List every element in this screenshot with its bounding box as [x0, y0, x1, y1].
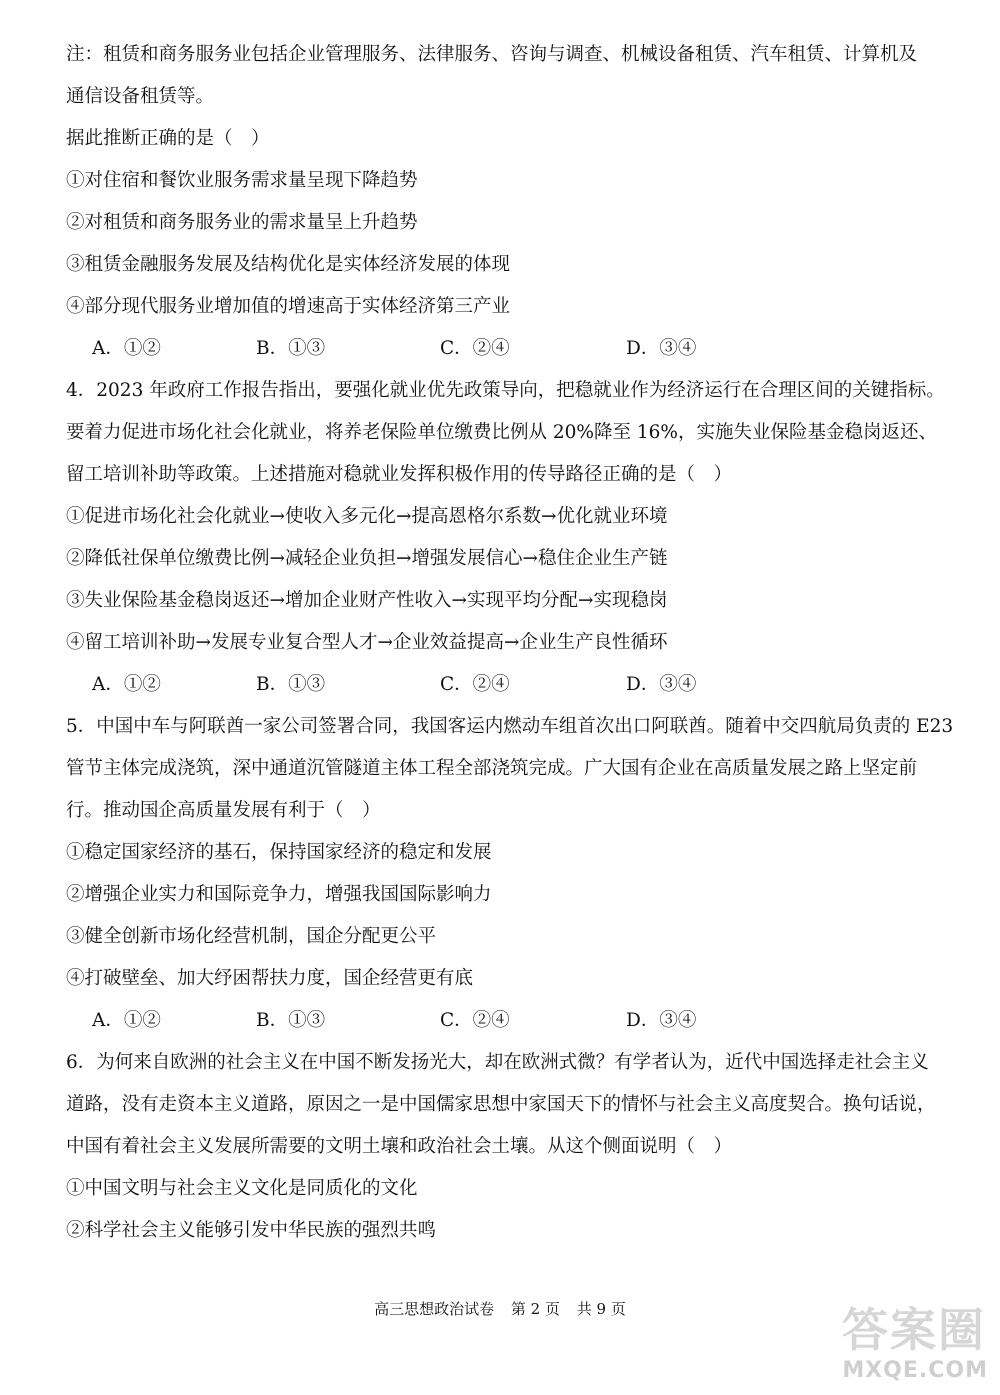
note-line-2: 通信设备租赁等。: [66, 86, 215, 107]
q5-line-3: 行。推动国企高质量发展有利于（ ）: [66, 800, 381, 821]
q4-item-3: ③失业保险基金稳岗返还→增加企业财产性收入→实现平均分配→实现稳岗: [66, 590, 668, 611]
q3-item-1: ①对住宿和餐饮业服务需求量呈现下降趋势: [66, 170, 418, 191]
q5-option-b: B．①③: [256, 1010, 326, 1031]
q5-option-c: C．②④: [440, 1010, 510, 1031]
q5-option-d: D．③④: [626, 1010, 697, 1031]
q3-option-a: A．①②: [92, 338, 161, 359]
q4-line-3: 留工培训补助等政策。上述措施对稳就业发挥积极作用的传导路径正确的是（ ）: [66, 464, 733, 485]
q3-item-4: ④部分现代服务业增加值的增速高于实体经济第三产业: [66, 296, 511, 317]
q5-item-3: ③健全创新市场化经营机制，国企分配更公平: [66, 926, 437, 947]
q3-option-b: B．①③: [256, 338, 326, 359]
q6-line-2: 道路，没有走资本主义道路，原因之一是中国儒家思想中家国天下的情怀与社会主义高度契合。换句话说，: [66, 1094, 936, 1115]
watermark-url: MXQE.COM: [842, 1358, 988, 1383]
q5-item-4: ④打破壁垒、加大纾困帮扶力度，国企经营更有底: [66, 968, 474, 989]
q6-item-2: ②科学社会主义能够引发中华民族的强烈共鸣: [66, 1220, 437, 1241]
watermark-title: 答案圈: [842, 1303, 986, 1357]
q3-item-3: ③租赁金融服务发展及结构优化是实体经济发展的体现: [66, 254, 511, 275]
footer-total-pages: 共 9 页: [576, 1300, 626, 1318]
q4-item-4: ④留工培训补助→发展专业复合型人才→企业效益提高→企业生产良性循环: [66, 632, 668, 653]
q5-line-2: 管节主体完成浇筑，深中通道沉管隧道主体工程全部浇筑完成。广大国有企业在高质量发展之路上坚定前: [66, 758, 918, 779]
watermark-logo: [832, 1290, 992, 1390]
q6-line-3: 中国有着社会主义发展所需要的文明土壤和政治社会土壤。从这个侧面说明（ ）: [66, 1136, 733, 1157]
q3-option-d: D．③④: [626, 338, 697, 359]
q5-option-a: A．①②: [92, 1010, 161, 1031]
q4-option-c: C．②④: [440, 674, 510, 695]
q3-prompt: 据此推断正确的是（ ）: [66, 128, 270, 149]
q4-line-2: 要着力促进市场化社会化就业，将养老保险单位缴费比例从 20%降至 16%，实施失业保险基金稳岗返还、: [66, 422, 938, 443]
q4-option-b: B．①③: [256, 674, 326, 695]
q6-item-1: ①中国文明与社会主义文化是同质化的文化: [66, 1178, 418, 1199]
q5-item-1: ①稳定国家经济的基石，保持国家经济的稳定和发展: [66, 842, 492, 863]
q4-option-a: A．①②: [92, 674, 161, 695]
q6-line-1: 6．为何来自欧洲的社会主义在中国不断发扬光大，却在欧洲式微？有学者认为，近代中国选择走社会主义: [66, 1052, 929, 1073]
q4-item-2: ②降低社保单位缴费比例→减轻企业负担→增强发展信心→稳住企业生产链: [66, 548, 668, 569]
q4-line-1: 4．2023 年政府工作报告指出，要强化就业优先政策导向，把稳就业作为经济运行在合理区间的关键指标。: [66, 380, 945, 401]
q5-item-2: ②增强企业实力和国际竞争力，增强我国国际影响力: [66, 884, 492, 905]
q4-option-d: D．③④: [626, 674, 697, 695]
q4-item-1: ①促进市场化社会化就业→使收入多元化→提高恩格尔系数→优化就业环境: [66, 506, 668, 527]
footer-page-number: 第 2 页: [510, 1300, 560, 1318]
q3-option-c: C．②④: [440, 338, 510, 359]
q5-line-1: 5．中国中车与阿联酋一家公司签署合同，我国客运内燃动车组首次出口阿联酋。随着中交四航局负责的 E23: [66, 716, 954, 737]
note-line-1: 注：租赁和商务服务业包括企业管理服务、法律服务、咨询与调查、机械设备租赁、汽车租赁、计算机及: [66, 44, 918, 65]
q3-item-2: ②对租赁和商务服务业的需求量呈上升趋势: [66, 212, 418, 233]
footer-exam-title: 高三思想政治试卷: [374, 1300, 495, 1318]
